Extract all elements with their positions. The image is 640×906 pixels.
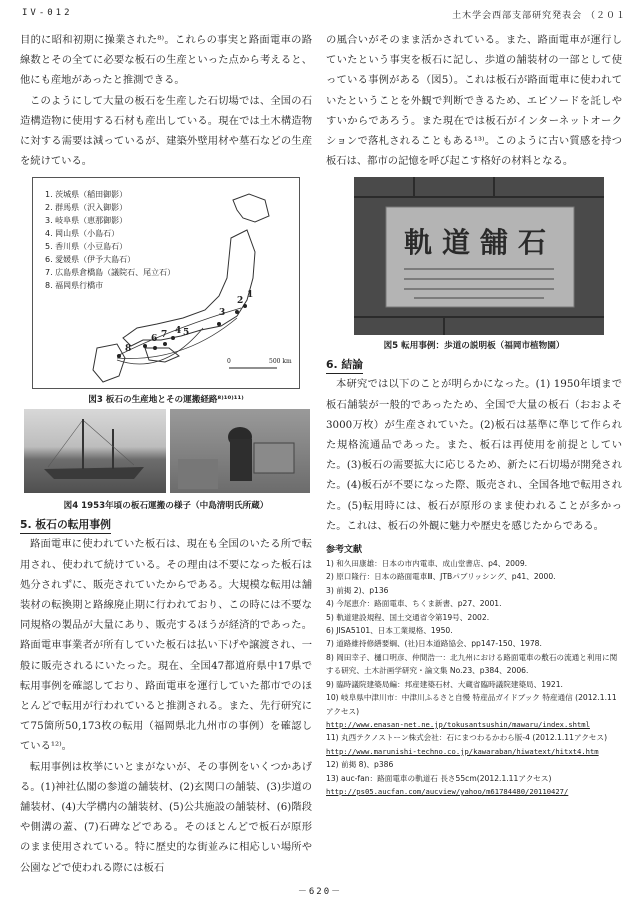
map-label: 3 [219,308,226,319]
map-label: 8 [125,344,132,355]
section-6-heading: 6. 結論 [326,357,363,374]
reference-item: 4) 今尾恵介：路面電車、ちくま新書、p27、2001. [326,599,502,609]
map-label: 1 [247,290,254,301]
right-column [326,30,622,798]
figure-3-caption: 図3 板石の生産地とその運搬経路⁸⁾¹⁰⁾¹¹⁾ [88,395,244,406]
reference-item: 8) 岡田幸子、樋口明彦、仲間浩一：北九州における路面電車の敷石の流通と利用に関する研究、土木計画学研究・論文集 No.23、p384、2006. [326,652,618,676]
reference-url-link[interactable]: http://ps05.aucfan.com/aucview/yahoo/m61784480/20110427/ [326,786,569,796]
left-paragraph-3: 路面電車に使われていた板石は、現在も全国のいたる所で転用され、使われて続けている。その理由は不要になった板石は処分されずに、販売されていたからである。大規模な転用は舗装材の転換期と路線廃止期に行われており、この時には不要な同規格の製品が大量にあり、販売するほうが経済的であった。路面電車事業者が所有していた板石は払い下げや譲渡され、一般に販売されるにいたった。現在、全国47都道府県中17県で転用事例を確認しており、路面電車を運行していた都市でのほとんどで転用が行われていると推測される。また、先行研究にて75箇所50,173枚の転用（福岡県北九州市の事例）を確認している¹²⁾。 [20,538,312,753]
map-label: 5 [183,328,190,339]
conference-title: 土木学会西部支部研究発表会 （２０１ [452,11,626,21]
left-paragraph-4: 転用事例は枚挙にいとまがないが、その事例をいくつかあげる。(1)神社仏閣の参道の舗装材、(2)玄関口の舗装、(3)歩道の舗装材、(4)大学構内の舗装材、(5)公共施設の舗装材、(6)階段や側溝の蓋、(7)石碑などである。そのほとんどで板石が原形のまま使用されている。特に歴史的な街並みに相応しい場所や公園などで使われる際には板石 [20,760,312,874]
plaque-title: 軌道舗石 [403,226,556,260]
scale-label: 0 [227,358,231,366]
references-heading: 参考文献 [326,545,363,556]
map-label: 2 [237,296,244,307]
legend-item: 6. 愛媛県（伊予大島石） [45,255,136,265]
reference-item: 13) auc-fan：路面電車の軌道石 長さ55cm(2012.1.11アクセス) [326,773,552,783]
figure-4-photos [20,409,312,495]
horse-cart-photo [170,409,310,493]
map-label: 4 [175,326,182,337]
legend-item: 5. 香川県（小豆島石） [45,242,128,252]
right-paragraph-1: の風合いがそのまま活かされている。また、路面電車が運行していたという事実を板石に記し、歩道の舗装材の一部として使っている事例がある（図5）。これは板石が路面電車に使われていたということを外観で判断できるため、エピソードを託しやすいからであろう。また現在では板石がインターネットオークションで落札されることもある¹³⁾。このように古い質感を持つ板石は、都市の記憶を呼び起こす格好の材料となる。 [326,34,622,168]
legend-item: 8. 福岡県行橋市 [45,281,104,291]
legend-item: 3. 岐阜県（恵那御影） [45,216,128,226]
reference-item: 10) 岐阜県中津川市：中津川ふるさと自慢 特産品ガイドブック 特産通信 (2012.1.11アクセス) [326,693,617,716]
right-paragraph-2: 本研究では以下のことが明らかになった。(1) 1950年頃まで板石舗装が一般的であったため、全国で大量の板石（おおよそ3000万枚）が生産されていた。(2)板石は基準に準じて作られた規格流通品であった。また、板石は再使用を前提としていた。(3)板石の需要拡大に応じるため、新たに石切場が開発された。(4)板石が不要になった際、販売され、全国各地で転用された。(5)転用時には、板石が原形のまま使われることが多かった。これは、板石の外観に魅力や歴史を感じたからである。 [326,378,622,532]
section-5-heading: 5. 板石の転用事例 [20,517,111,534]
legend-item: 4. 岡山県（小島石） [45,229,120,239]
left-paragraph-1: 目的に昭和初期に操業された⁸⁾。これらの事実と路面電車の路線数とその全てに必要な板石の生産といった点から考えると、他にも産地があったと推測できる。 [20,34,312,87]
reference-item: 12) 前掲 8)、p386 [326,760,394,770]
reference-item: 2) 原口隆行：日本の路面電車Ⅲ、JTBパブリッシング、p41、2000. [326,572,556,582]
paper-code: IV-012 [22,8,73,18]
legend-item: 1. 茨城県（稲田御影） [45,190,128,200]
reference-item: 7) 道路維持修繕要綱、(社)日本道路協会、pp147-150、1978. [326,639,542,649]
reference-item: 3) 前掲 2)、p136 [326,585,389,595]
figure-5-caption: 図5 転用事例：歩道の説明板（福岡市植物園） [383,341,565,352]
reference-url-link[interactable]: http://www.marunishi-techno.co.jp/kawaraban/hiwatext/hitxt4.htm [326,746,599,756]
reference-item: 9) 臨時議院建築局編：邦産建築石材、大蔵省臨時議院建築局、1921. [326,679,563,689]
reference-item: 5) 軌道建設規程、国土交通省令第19号、2002. [326,612,490,622]
page-number: －620－ [297,887,343,897]
reference-item: 6) JISA5101、日本工業規格、1950. [326,626,453,636]
legend-item: 2. 群馬県（沢入御影） [45,203,128,213]
legend-item: 7. 広島県倉橋島（議院石、尾立石） [45,268,176,278]
reference-url-link[interactable]: http://www.enasan-net.ne.jp/tokusantsushin/mawaru/index.shtml [326,719,590,729]
left-column [20,30,312,878]
reference-item: 11) 丸西テクノストーン株式会社：石にまつわるかわら版-4 (2012.1.11アクセス) [326,733,608,743]
map-label: 7 [161,330,168,341]
reference-item: 1) 和久田康雄：日本の市内電車、成山堂書店、p4、2009. [326,559,528,569]
map-label: 6 [151,334,158,345]
figure-4-caption: 図4 1953年頃の板石運搬の様子（中島清明氏所蔵） [63,501,269,512]
scale-label: 500 km [269,358,292,366]
production-site-map [32,177,300,389]
map-legend [45,188,175,292]
plaque-photo [354,177,604,335]
boat-photo [24,409,166,493]
left-paragraph-2: このようにして大量の板石を生産した石切場では、全国の石造構造物に使用する石材も産出している。現在では土木構造物に対する需要は減っているが、建築外壁用材や墓石などの生産を続けている。 [20,94,312,168]
